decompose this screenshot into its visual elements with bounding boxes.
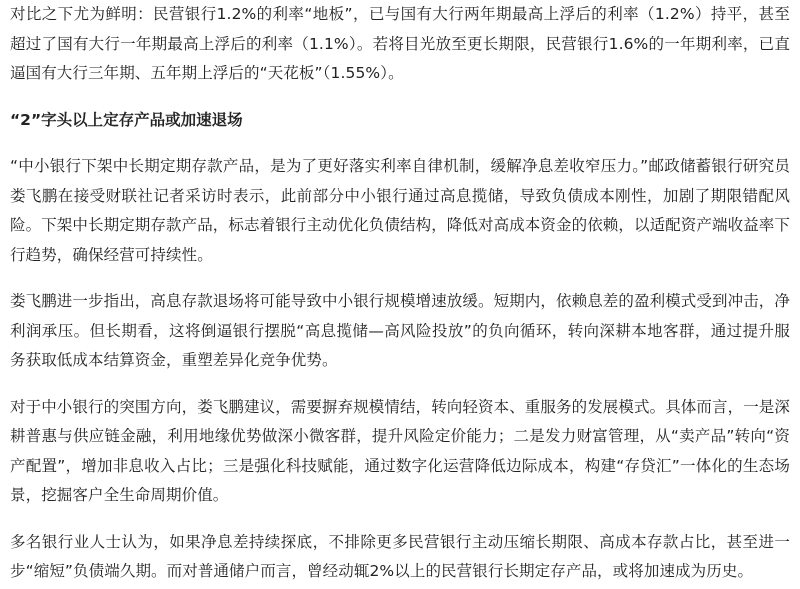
paragraph-rate-comparison: 对比之下尤为鲜明：民营银行1.2%的利率“地板”，已与国有大行两年期最高上浮后的利率（1.2%）持平，甚至超过了国有大行一年期最高上浮后的利率（1.1%）。若将目光放至更长期限，民营银行1.6%的一年期利率，已直逼国有大行三年期、五年期上浮后的“天花板”（1.55%）。 (10, 5, 790, 82)
paragraph-expert-view: “中小银行下架中长期定期存款产品，是为了更好落实利率自律机制，缓解净息差收窄压力。”邮政储蓄银行研究员娄飞鹏在接受财联社记者采访时表示，此前部分中小银行通过高息揽储，导致负债成本刚性，加剧了期限错配风险。下架中长期定期存款产品，标志着银行主动优化负债结构，降低对高成本资金的依赖，以适配资产端收益率下行趋势，确保经营可持续性。 (10, 157, 791, 264)
article-body (10, 0, 790, 587)
paragraph-recommendations: 对于中小银行的突围方向，娄飞鹏建议，需要摒弃规模情结，转向轻资本、重服务的发展模式。具体而言，一是深耕普惠与供应链金融，利用地缘优势做深小微客群，提升风险定价能力；二是发力财富管理，从“卖产品”转向“资产配置”，增加非息收入占比；三是强化科技赋能，通过数字化运营降低边际成本，构建“存贷汇”一体化的生态场景，挖掘客户全生命周期价值。 (10, 397, 791, 504)
section-heading: “2”字头以上定存产品或加速退场 (10, 110, 243, 129)
paragraph-outlook: 多名银行业人士认为，如果净息差持续探底，不排除更多民营银行主动压缩长期限、高成本存款占比，甚至进一步“缩短”负债端久期。而对普通储户而言，曾经动辄2%以上的民营银行长期定存产品，或将加速成为历史。 (10, 532, 790, 580)
paragraph-impact: 娄飞鹏进一步指出，高息存款退场将可能导致中小银行规模增速放缓。短期内，依赖息差的盈利模式受到冲击，净利润承压。但长期看，这将倒逼银行摆脱“高息揽储—高风险投放”的负向循环，转向深耕本地客群，通过提升服务获取低成本结算资金，重塑差异化竞争优势。 (10, 292, 791, 369)
